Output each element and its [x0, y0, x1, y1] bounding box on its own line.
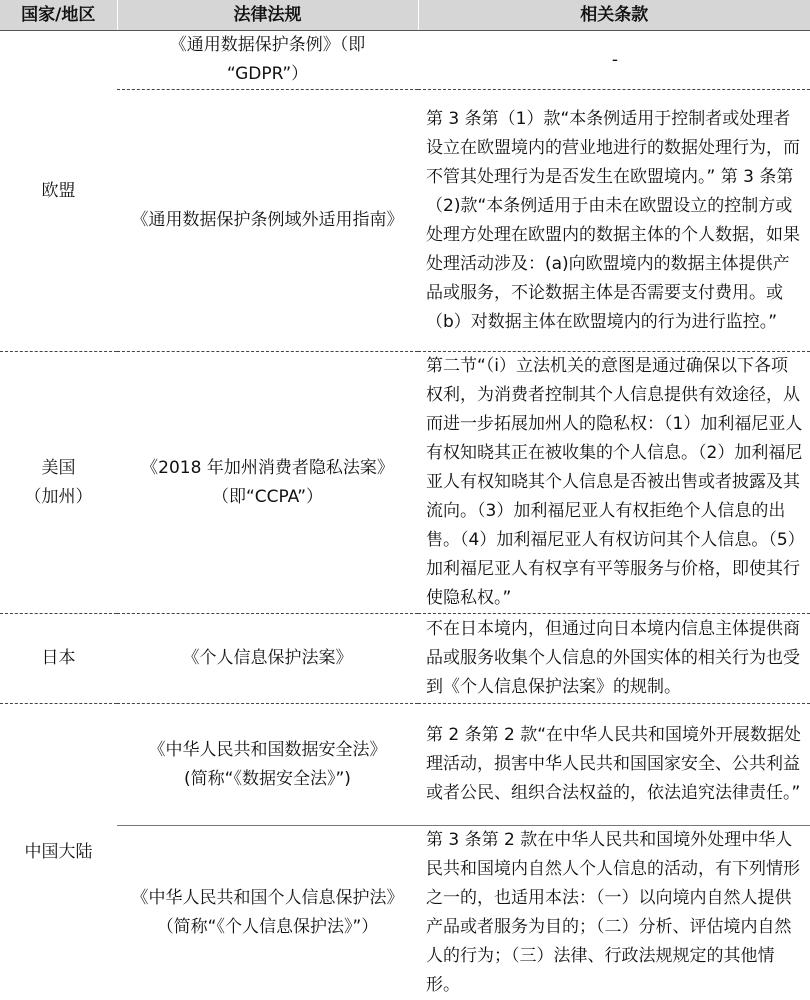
country-eu: [0, 31, 117, 352]
clause-eu-guideline: [418, 90, 810, 352]
law-title: 《个人信息保护法案》: [183, 648, 353, 668]
table-row: [0, 704, 810, 826]
clause-gdpr: [418, 31, 810, 90]
country-cn: [0, 704, 117, 1000]
header-country: 国家/地区: [0, 0, 117, 31]
header-law: 法律法规: [117, 0, 418, 31]
table-row: [0, 614, 810, 704]
clause-text: -: [426, 46, 804, 75]
law-ccpa: [117, 352, 418, 614]
law-jp: [117, 614, 418, 704]
law-gdpr: [117, 31, 418, 90]
clause-text: 第二节“（i）立法机关的意图是通过确保以下各项权利，为消费者控制其个人信息提供有效途径，从而进一步拓展加州人的隐私权：（1）加利福尼亚人有权知晓其正在被收集的个人信息。（2）加利福尼亚人有权知晓其个人信息是否被出售或者披露及其流向。（3）加利福尼亚人有权拒绝个人信息的出售。（4）加利福尼亚人有权访问其个人信息。（5）加利福尼亚人有权享有平等服务与价格，即使其行使隐私权。”: [426, 352, 804, 613]
country-label: 欧盟: [42, 181, 76, 201]
clause-ccpa: [418, 352, 810, 614]
clause-text: 第 3 条第（1）款“本条例适用于控制者或处理者设立在欧盟境内的营业地进行的数据处理行为，而不管其处理行为是否发生在欧盟境内。” 第 3 条第（2)款“本条例适用于由未在欧盟设立的控制方或处理方处理在欧盟内的数据主体的个人数据，如果处理活动涉及：(a)向欧盟境内的数据主体提供产品或服务，不论数据主体是否需要支付费用。或（b）对数据主体在欧盟境内的行为进行监控。”: [426, 105, 804, 337]
law-pipl: [117, 826, 418, 1000]
table-row: [0, 31, 810, 90]
clause-dsl: [418, 704, 810, 826]
law-alias: （即“CCPA”）: [123, 483, 412, 512]
law-alias: （简称“《个人信息保护法》”）: [123, 913, 412, 942]
country-us: [0, 352, 117, 614]
law-dsl: [117, 704, 418, 826]
country-label: 日本: [42, 648, 76, 668]
table-row: [0, 90, 810, 352]
clause-jp: [418, 614, 810, 704]
law-title: 《中华人民共和国数据安全法》: [123, 736, 412, 765]
law-title: 《通用数据保护条例》（即: [123, 31, 412, 60]
country-jp: [0, 614, 117, 704]
clause-text: 第 3 条第 2 款在中华人民共和国境外处理中华人民共和国境内自然人个人信息的活动，有下列情形之一的，也适用本法：（一）以向境内自然人提供产品或者服务为目的；（二）分析、评估境内自然人的行为；（三）法律、行政法规规定的其他情形。: [426, 826, 804, 1000]
header-clause: 相关条款: [418, 0, 810, 31]
header-row: [0, 0, 810, 31]
clause-pipl: [418, 826, 810, 1000]
table-row: [0, 352, 810, 614]
law-title: 《中华人民共和国个人信息保护法》: [123, 884, 412, 913]
clause-text: 不在日本境内，但通过向日本境内信息主体提供商品或服务收集个人信息的外国实体的相关行为也受到《个人信息保护法案》的规制。: [426, 615, 804, 702]
law-eu-guideline: [117, 90, 418, 352]
law-alias: (简称“《数据安全法》”): [123, 765, 412, 794]
clause-text: 第 2 条第 2 款“在中华人民共和国境外开展数据处理活动，损害中华人民共和国国家安全、公共利益或者公民、组织合法权益的，依法追究法律责任。”: [426, 721, 804, 808]
law-alias: “GDPR”）: [123, 60, 412, 89]
country-label: 美国: [0, 454, 117, 483]
country-sublabel: （加州）: [0, 483, 117, 512]
table-row: [0, 826, 810, 1000]
country-label: 中国大陆: [25, 842, 93, 862]
law-title: 《2018 年加州消费者隐私法案》: [123, 454, 412, 483]
law-title: 《通用数据保护条例域外适用指南》: [132, 210, 404, 230]
